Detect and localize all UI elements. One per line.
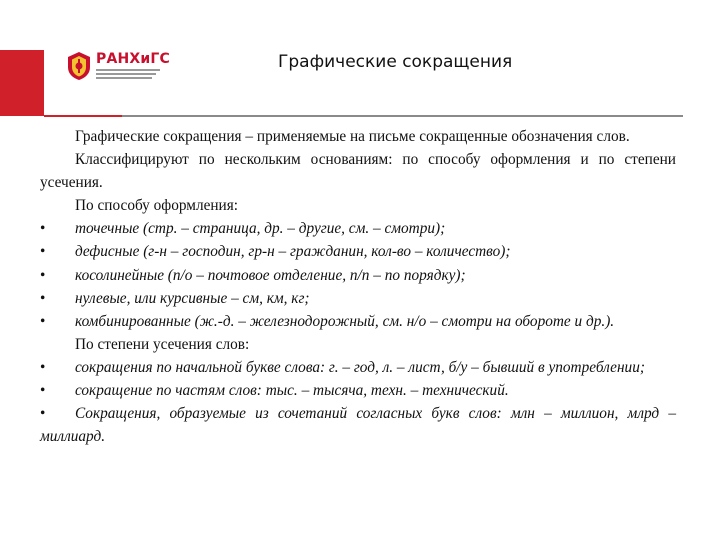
left-accent-bar bbox=[0, 50, 44, 116]
page-title: Графические сокращения bbox=[278, 52, 513, 72]
definition-text: – применяемые на письме сокращенные обозначения слов. bbox=[241, 128, 630, 145]
heading-by-form: По способу оформления: bbox=[75, 197, 239, 215]
list-item: • точечные (стр. – страница, др. – другие, см. – смотри); bbox=[40, 217, 676, 240]
bullet: • bbox=[40, 243, 46, 261]
list-item: • косолинейные (п/о – почтовое отделение, п/п – по порядку); bbox=[40, 264, 676, 287]
bullet: • bbox=[40, 358, 46, 376]
heading-by-truncation: По степени усечения слов: bbox=[75, 335, 250, 353]
logo bbox=[66, 51, 170, 81]
list-item: • сокращение по частям слов: тыс. – тысяча, техн. – технический. bbox=[40, 379, 676, 402]
paragraph-classification: Классифицируют по нескольким основаниям: по способу оформления и по степени усечения. bbox=[40, 151, 676, 192]
bullet: • bbox=[40, 220, 46, 238]
logo-subtitle bbox=[96, 69, 170, 79]
bullet: • bbox=[40, 312, 46, 330]
content bbox=[40, 125, 676, 448]
bullet: • bbox=[40, 405, 46, 423]
list-item: • дефисные (г-н – господин, гр-н – гражданин, кол-во – количество); bbox=[40, 240, 676, 263]
header-rule-red bbox=[44, 115, 122, 117]
paragraph-definition bbox=[40, 125, 676, 148]
logo-name: РАНХиГС bbox=[96, 51, 171, 67]
list-item: • сокращения по начальной букве слова: г. – год, л. – лист, б/у – бывший в употреблении; bbox=[40, 356, 676, 379]
definition-term: Графические сокращения bbox=[75, 128, 242, 145]
list-item: • нулевые, или курсивные – см, км, кг; bbox=[40, 287, 676, 310]
bullet: • bbox=[40, 382, 46, 400]
header-rule-gray bbox=[122, 115, 683, 117]
bullet: • bbox=[40, 289, 46, 307]
bullet: • bbox=[40, 266, 46, 284]
list-item: • комбинированные (ж.-д. – железнодорожный, см. н/о – смотри на обороте и др.). bbox=[40, 310, 676, 333]
list-item: • Сокращения, образуемые из сочетаний согласных букв слов: млн – миллион, млрд – миллиард. bbox=[40, 402, 676, 448]
emblem-icon bbox=[66, 51, 92, 81]
